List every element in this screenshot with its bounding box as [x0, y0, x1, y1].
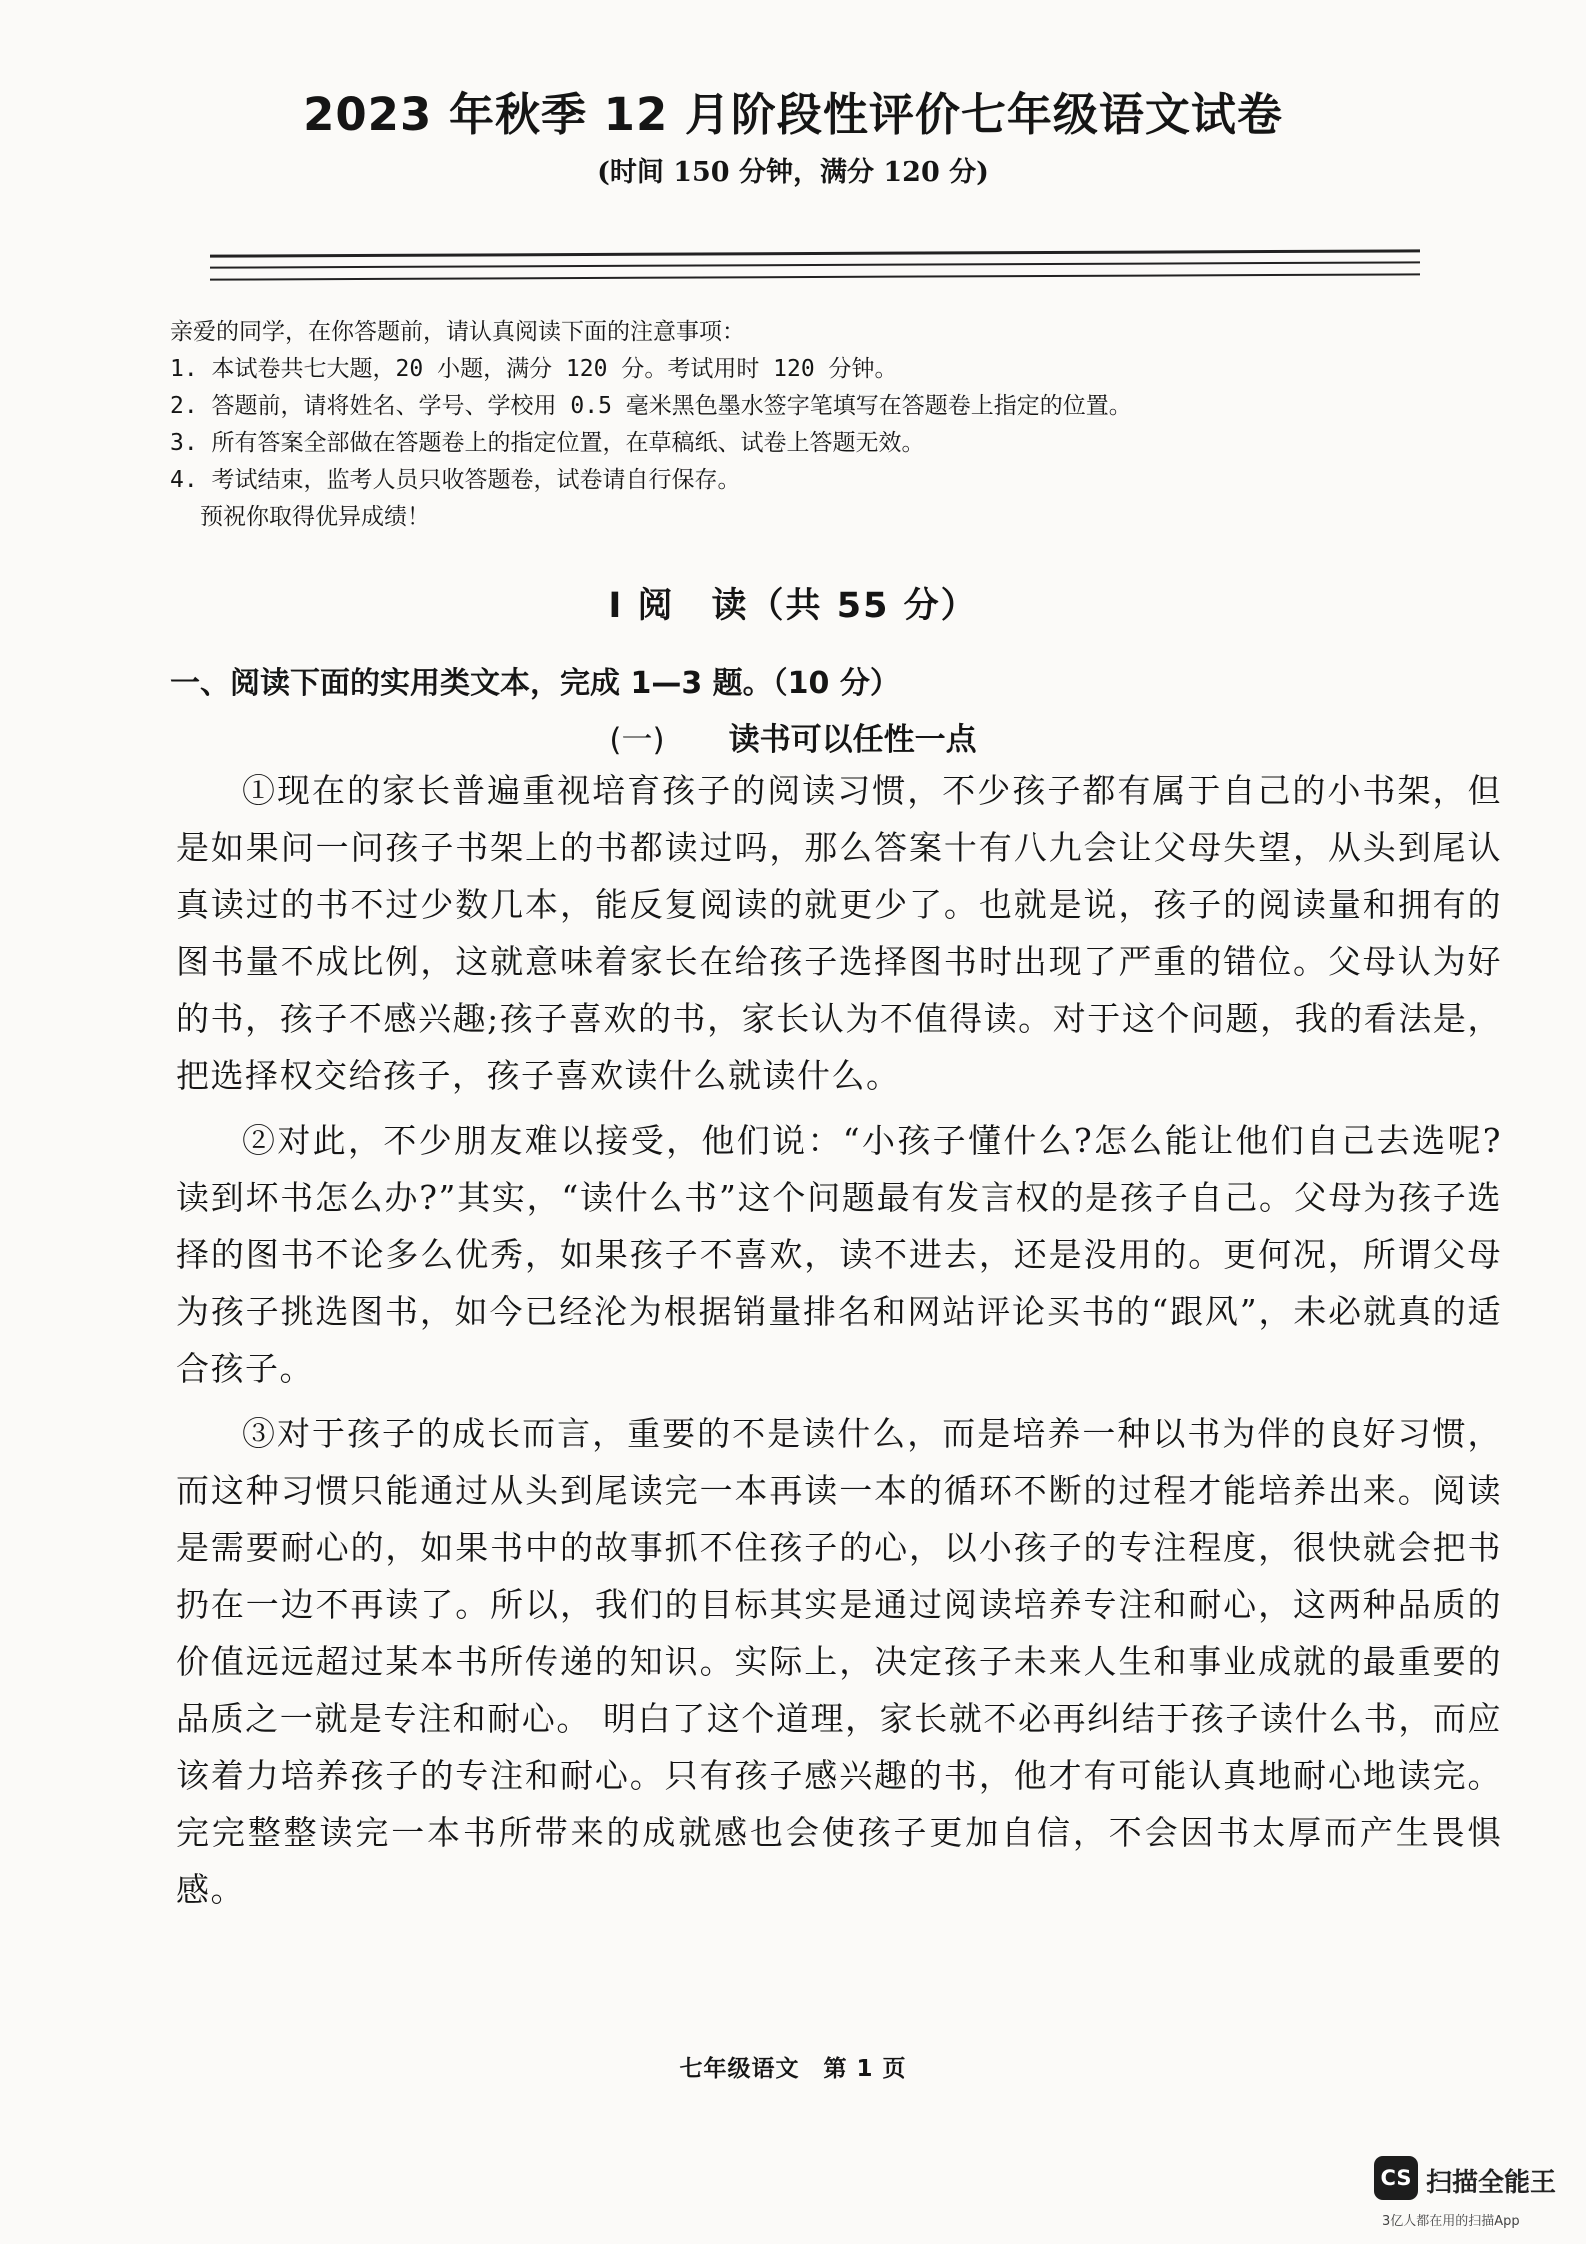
- notice-item: 3. 所有答案全部做在答题卷上的指定位置，在草稿纸、试卷上答题无效。: [170, 430, 925, 456]
- notice-item: 4. 考试结束，监考人员只收答题卷，试卷请自行保存。: [170, 467, 741, 493]
- article-paragraph: ②对此，不少朋友难以接受，他们说：“小孩子懂什么?怎么能让他们自己去选呢?读到坏书怎么办?”其实，“读什么书”这个问题最有发言权的是孩子自己。父母为孩子选择的图书不论多么优秀，如果孩子不喜欢，读不进去，还是没用的。更何况，所谓父母为孩子挑选图书，如今已经沦为根据销量排名和网站评论买书的“跟风”，未必就真的适合孩子。: [176, 1121, 1502, 1388]
- page-footer: 七年级语文 第 1 页: [679, 2056, 907, 2082]
- article-paragraph: ③对于孩子的成长而言，重要的不是读什么，而是培养一种以书为伴的良好习惯，而这种习惯只能通过从头到尾读完一本再读一本的循环不断的过程才能培养出来。阅读是需要耐心的，如果书中的故事抓不住孩子的心，以小孩子的专注程度，很快就会把书扔在一边不再读了。所以，我们的目标其实是通过阅读培养专注和耐心，这两种品质的价值远远超过某本书所传递的知识。实际上，决定孩子未来人生和事业成就的最重要的品质之一就是专注和耐心。 明白了这个道理，家长就不必再纠结于孩子读什么书，而应该着力培养孩子的专注和耐心。只有孩子感兴趣的书，他才有可能认真地耐心地读完。完完整整读完一本书所带来的成就感也会使孩子更加自信，不会因书太厚而产生畏惧感。: [176, 1414, 1502, 1909]
- scanner-tagline: 3亿人都在用的扫描App: [1382, 2214, 1520, 2229]
- section-heading: I 阅 读（共 55 分）: [608, 586, 978, 626]
- exam-subtitle: (时间 150 分钟，满分 120 分): [597, 157, 989, 188]
- article-title: 读书可以任性一点: [728, 722, 977, 758]
- article-body: [176, 762, 1502, 1926]
- notice-closing: 预祝你取得优异成绩！: [200, 504, 430, 530]
- exam-notice: [170, 314, 1430, 536]
- header-divider-line: [210, 249, 1420, 257]
- scanner-app-name: 扫描全能王: [1426, 2168, 1557, 2198]
- header-divider-line: [210, 261, 1420, 268]
- notice-item: 2. 答题前，请将姓名、学号、学校用 0.5 毫米黑色墨水签字笔填写在答题卷上指定的位置。: [170, 393, 1132, 419]
- scanner-watermark: [1374, 2156, 1564, 2236]
- notice-item: 1. 本试卷共七大题，20 小题，满分 120 分。考试用时 120 分钟。: [170, 356, 898, 382]
- article-number: (一): [609, 722, 665, 758]
- notice-greeting: 亲爱的同学，在你答题前，请认真阅读下面的注意事项：: [170, 319, 745, 345]
- article-title-line: [0, 714, 1586, 759]
- article-paragraph: ①现在的家长普遍重视培育孩子的阅读习惯，不少孩子都有属于自己的小书架，但是如果问一问孩子书架上的书都读过吗，那么答案十有八九会让父母失望，从头到尾认真读过的书不过少数几本，能反复阅读的就更少了。也就是说，孩子的阅读量和拥有的图书量不成比例，这就意味着家长在给孩子选择图书时出现了严重的错位。父母认为好的书，孩子不感兴趣;孩子喜欢的书，家长认为不值得读。对于这个问题，我的看法是，把选择权交给孩子，孩子喜欢读什么就读什么。: [176, 771, 1502, 1095]
- exam-title: 2023 年秋季 12 月阶段性评价七年级语文试卷: [303, 88, 1283, 141]
- scanner-logo-icon: CS: [1374, 2156, 1418, 2200]
- header-divider-line: [210, 273, 1420, 280]
- question-heading: 一、阅读下面的实用类文本，完成 1—3 题。（10 分）: [170, 666, 900, 701]
